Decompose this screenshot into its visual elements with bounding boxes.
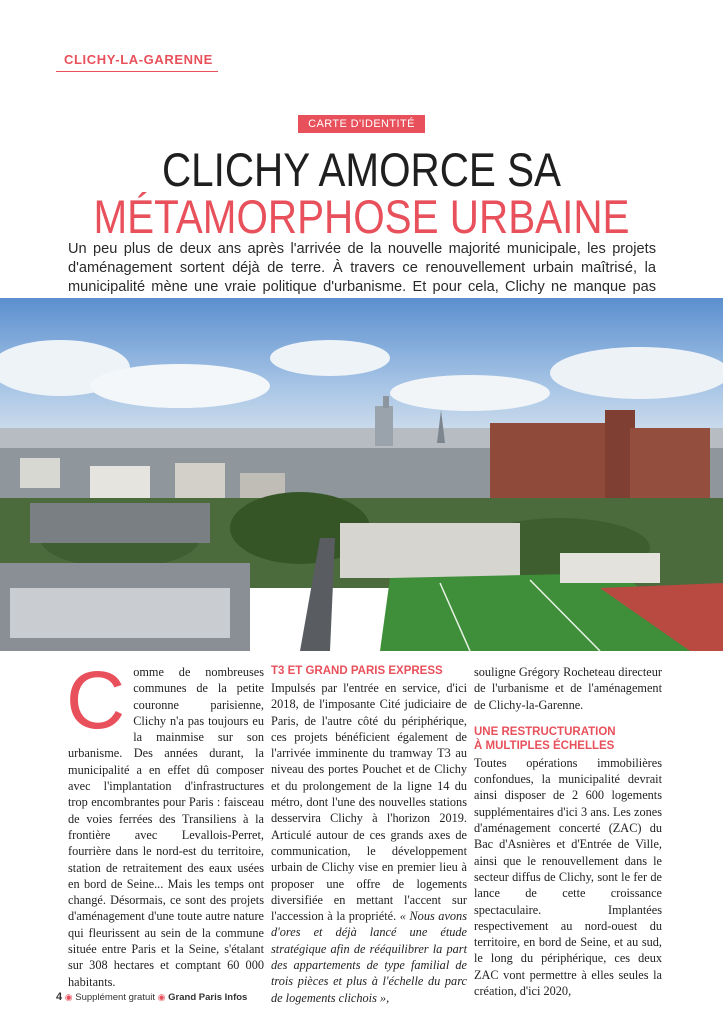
drop-cap: C [66, 655, 126, 746]
col1-paragraph: omme de nombreuses communes de la petite couronne parisienne, Clichy n'a pas toujours eu la mainmise sur son urbanisme. Des années durant, la municipalité a en effet dû composer avec l'implantation d'infrastructures trop encombrantes pour Paris : faisceau de voies ferrées des Transiliens à la frontière avec Levallois-Perret, fourrière dans le nord-est du territoire, station de retraitement des eaux usées en bord de Seine... Mais les temps ont changé. Désormais, ce sont des projets d'aménagement d'une toute autre nature qui fleurissent au sein de la commune située entre Paris et la Seine, s'étalant sur 308 hectares et comptant 60 000 habitants. [68, 665, 264, 989]
col3-paragraph-1: souligne Grégory Rocheteau directeur de l'urbanisme et de l'aménagement de Clichy-la-Garenne. [474, 665, 662, 712]
section-underline [56, 71, 218, 72]
headline-line-2: MÉTAMORPHOSE URBAINE [93, 190, 630, 243]
col3-paragraph-2: Toutes opérations immobilières confondues, la municipalité devrait ainsi disposer de 2 600 logements supplémentaires d'ici 3 ans. Les zones d'aménagement concerté (ZAC) du Bac d'Asnières et d'Entrée de Ville, ainsi que le renouvellement dans le secteur diffus de Clichy, sont le fer de lance de cette croissance spectaculaire. Implantées respectivement au nord-ouest du territoire, en bord de Seine, et au sud, le long du périphérique, ces deux ZAC vont permettre à elles seules la création, d'ici 2020, [474, 755, 662, 999]
subhead-t3: T3 ET GRAND PARIS EXPRESS [271, 665, 443, 677]
aerial-city-photo [0, 298, 723, 651]
col2-paragraph: Impulsés par l'entrée en service, d'ici 2018, de l'imposante Cité judiciaire de Paris, de l'autre côté du périphérique, ces projets bénéficient également de l'arrivée imminente du tramway T3 au niveau des portes Pouchet et de Clichy et du prolongement de la ligne 14 du métro, dont l'une des nouvelles stations desservira Clichy à l'horizon 2019. Articulé autour de ces grands axes de communication, le développement urbain de Clichy vise en premier lieu à proposer une offre de logements diversifiée en mettant l'accent sur l'accession à la propriété. [271, 681, 467, 924]
category-badge: CARTE D'IDENTITÉ [298, 115, 425, 133]
subhead-restructuration-line-1: UNE RESTRUCTURATION [474, 725, 616, 738]
lead-paragraph: Un peu plus de deux ans après l'arrivée de la nouvelle majorité municipale, les projets d'aménagement sortent déjà de terre. À travers ce renouvellement urbain maîtrisé, la municipalité mène une vraie politique d'urbanisme. Et pour cela, Clichy ne manque pas [68, 241, 656, 295]
headline-line-1: CLICHY AMORCE SA [161, 143, 562, 196]
col2-quote: « Nous avons d'ores et déjà lancé une étude stratégique afin de rééquilibrer la part des appartements de type familial de trois pièces et plus à l'échelle du parc de logements clichois », [271, 909, 467, 1005]
article-column-3 [474, 664, 662, 999]
bullet-icon: ◉ [64, 992, 73, 1002]
badge-container [0, 114, 723, 133]
page-footer [56, 991, 247, 1003]
article-column-1 [66, 655, 264, 990]
supplement-label: Supplément gratuit [75, 992, 156, 1003]
subhead-restructuration-line-2: À MULTIPLES ÉCHELLES [474, 739, 615, 752]
section-tag: CLICHY-LA-GARENNE [64, 52, 213, 67]
article-column-2 [271, 664, 467, 1006]
bullet-icon: ◉ [157, 992, 166, 1002]
magazine-name: Grand Paris Infos [168, 992, 248, 1003]
page-number: 4 [56, 991, 63, 1003]
subhead-restructuration [474, 725, 662, 753]
